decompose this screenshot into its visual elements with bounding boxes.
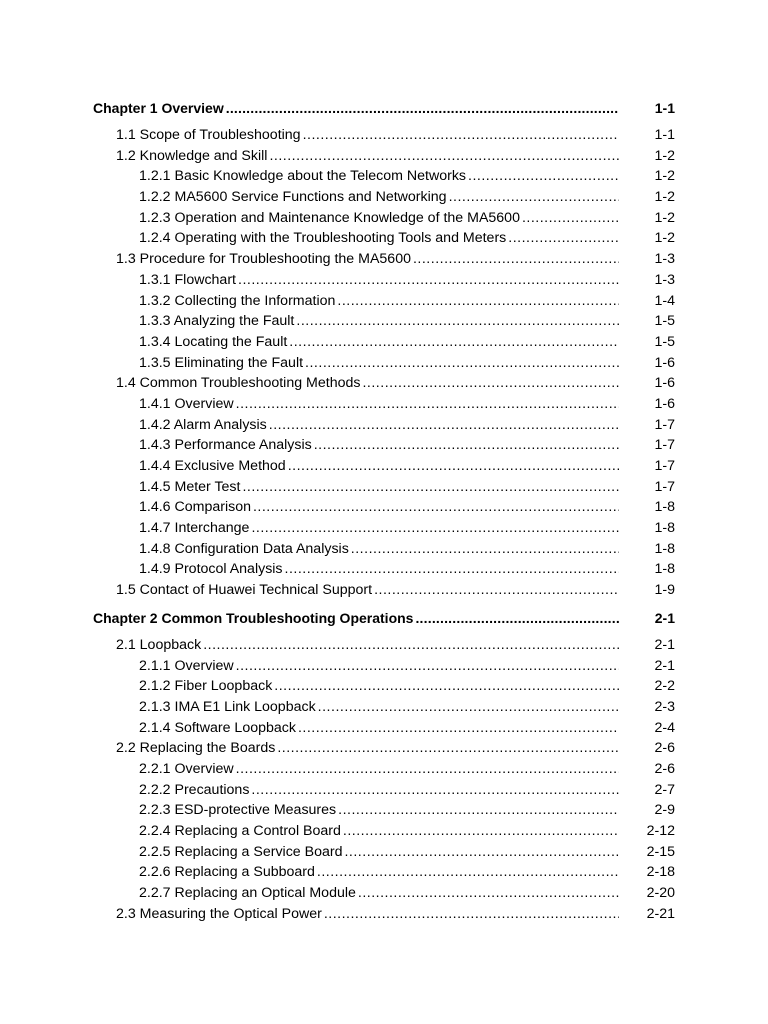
- dot-leader: [351, 539, 619, 560]
- toc-entry-title: 1.4.2 Alarm Analysis: [139, 416, 267, 433]
- dot-leader: [289, 332, 619, 353]
- toc-entry-title: 1.2.4 Operating with the Troubleshooting Tools and Meters: [139, 230, 507, 247]
- toc-subsection-entry[interactable]: [93, 270, 675, 291]
- toc-entry-title: 2.1.2 Fiber Loopback: [139, 678, 273, 695]
- dot-leader: [269, 146, 619, 167]
- toc-subsection-entry[interactable]: [93, 497, 675, 518]
- dot-leader: [288, 456, 619, 477]
- toc-entry-page-number: 2-4: [654, 719, 675, 736]
- toc-entry-page-number: 1-1: [654, 100, 675, 116]
- dot-leader: [314, 435, 619, 456]
- toc-entry-page-number: 1-7: [654, 458, 675, 474]
- toc-entry-page-number: 1-5: [654, 333, 675, 350]
- toc-entry-title: 1.1 Scope of Troubleshooting: [116, 127, 301, 143]
- toc-entry-title: 1.3.5 Eliminating the Fault: [139, 354, 304, 371]
- toc-subsection-entry[interactable]: [93, 208, 675, 229]
- toc-entry-page-number: 2-6: [654, 740, 675, 757]
- toc-entry-page-number: 2-2: [654, 678, 675, 695]
- toc-subsection-entry[interactable]: [93, 435, 675, 456]
- toc-subsection-entry[interactable]: [93, 800, 675, 821]
- toc-entry-page-number: 2-6: [654, 760, 675, 777]
- toc-entry-page-number: 1-7: [654, 416, 675, 433]
- toc-entry-page-number: 1-8: [654, 520, 675, 537]
- dot-leader: [324, 904, 619, 925]
- toc-subsection-entry[interactable]: [93, 353, 675, 374]
- toc-subsection-entry[interactable]: [93, 477, 675, 498]
- toc-entry-page-number: 1-3: [654, 251, 675, 268]
- toc-entry-title: 1.4.7 Interchange: [139, 520, 250, 537]
- dot-leader: [449, 187, 619, 208]
- toc-chapter-entry[interactable]: [93, 98, 675, 119]
- dot-leader: [415, 608, 619, 629]
- toc-subsection-entry[interactable]: [93, 676, 675, 697]
- dot-leader: [303, 125, 619, 146]
- toc-subsection-entry[interactable]: [93, 228, 675, 249]
- toc-entry-title: 1.4.1 Overview: [139, 395, 234, 412]
- dot-leader: [344, 842, 619, 863]
- toc-subsection-entry[interactable]: [93, 415, 675, 436]
- dot-leader: [318, 697, 619, 718]
- dot-leader: [317, 862, 619, 883]
- dot-leader: [253, 497, 619, 518]
- toc-entry-title: 1.4.9 Protocol Analysis: [139, 561, 283, 578]
- toc-entry-page-number: 1-8: [654, 561, 675, 578]
- toc-subsection-entry[interactable]: [93, 311, 675, 332]
- toc-entry-title: 1.2.2 MA5600 Service Functions and Networking: [139, 189, 447, 206]
- toc-entry-page-number: 2-1: [654, 657, 675, 674]
- toc-entry-page-number: 2-21: [646, 905, 675, 922]
- toc-entry-title: 1.3.3 Analyzing the Fault: [139, 313, 295, 330]
- toc-entry-title: 2.2.2 Precautions: [139, 781, 250, 798]
- dot-leader: [338, 800, 619, 821]
- toc-entry-page-number: 1-7: [654, 437, 675, 454]
- dot-leader: [413, 249, 619, 270]
- toc-entry-title: 2.2.1 Overview: [139, 760, 234, 777]
- toc-entry-title: 2.1.1 Overview: [139, 657, 234, 674]
- toc-entry-page-number: 1-6: [654, 395, 675, 412]
- dot-leader: [238, 270, 619, 291]
- toc-entry-page-number: 2-12: [646, 823, 675, 839]
- toc-entry-title: 1.4 Common Troubleshooting Methods: [116, 375, 361, 392]
- toc-entry-page-number: 1-5: [654, 313, 675, 330]
- dot-leader: [374, 580, 619, 601]
- toc-subsection-entry[interactable]: [93, 394, 675, 415]
- toc-entry-title: 2.2.4 Replacing a Control Board: [139, 823, 341, 839]
- toc-entry-title: 2.2 Replacing the Boards: [116, 740, 276, 757]
- toc-section-entry[interactable]: [93, 249, 675, 270]
- toc-entry-page-number: 1-6: [654, 354, 675, 371]
- toc-section-entry[interactable]: [93, 580, 675, 601]
- toc-entry-page-number: 1-2: [654, 168, 675, 185]
- toc-entry-title: 1.2 Knowledge and Skill: [116, 147, 268, 164]
- dot-leader: [522, 208, 619, 229]
- toc-subsection-entry[interactable]: [93, 821, 675, 842]
- dot-leader: [362, 373, 619, 394]
- toc-entry-title: 1.5 Contact of Huawei Technical Support: [116, 582, 373, 599]
- toc-entry-page-number: 1-9: [654, 582, 675, 599]
- toc-entry-page-number: 1-4: [654, 292, 675, 309]
- toc-subsection-entry[interactable]: [93, 559, 675, 580]
- toc-entry-title: 2.1 Loopback: [116, 636, 202, 653]
- toc-entry-page-number: 2-15: [646, 843, 675, 860]
- dot-leader: [251, 780, 619, 801]
- dot-leader: [508, 228, 619, 249]
- toc-entry-title: 1.3.1 Flowchart: [139, 271, 236, 288]
- dot-leader: [251, 518, 619, 539]
- toc-entry-page-number: 1-2: [654, 209, 675, 226]
- toc-entry-page-number: 2-1: [654, 636, 675, 653]
- toc-entry-page-number: 2-20: [646, 885, 675, 902]
- dot-leader: [226, 98, 619, 119]
- toc-entry-page-number: 1-2: [654, 189, 675, 206]
- toc-entry-title: 1.2.3 Operation and Maintenance Knowledge of the MA5600: [139, 209, 520, 226]
- dot-leader: [236, 759, 619, 780]
- toc-entry-page-number: 2-7: [654, 781, 675, 798]
- toc-subsection-entry[interactable]: [93, 883, 675, 904]
- dot-leader: [269, 415, 619, 436]
- toc-entry-page-number: 1-3: [654, 271, 675, 288]
- toc-entry-title: 1.4.6 Comparison: [139, 499, 251, 516]
- toc-entry-page-number: 2-3: [654, 698, 675, 715]
- toc-entry-title: 1.4.8 Configuration Data Analysis: [139, 540, 349, 557]
- dot-leader: [298, 718, 619, 739]
- toc-entry-title: 2.2.3 ESD-protective Measures: [139, 802, 337, 819]
- dot-leader: [337, 291, 619, 312]
- toc-entry-page-number: 1-2: [654, 230, 675, 247]
- toc-entry-page-number: 1-1: [654, 127, 675, 143]
- toc-entry-title: Chapter 2 Common Troubleshooting Operations: [93, 609, 414, 626]
- toc-subsection-entry[interactable]: [93, 332, 675, 353]
- toc-subsection-entry[interactable]: [93, 456, 675, 477]
- dot-leader: [343, 821, 619, 842]
- toc-subsection-entry[interactable]: [93, 697, 675, 718]
- toc-subsection-entry[interactable]: [93, 718, 675, 739]
- toc-entry-title: 1.4.4 Exclusive Method: [139, 458, 286, 474]
- toc-section-entry[interactable]: [93, 738, 675, 759]
- toc-entry-title: 2.2.7 Replacing an Optical Module: [139, 885, 356, 902]
- toc-subsection-entry[interactable]: [93, 842, 675, 863]
- dot-leader: [236, 656, 619, 677]
- toc-entry-title: 1.4.5 Meter Test: [139, 478, 241, 495]
- toc-subsection-entry[interactable]: [93, 780, 675, 801]
- toc-entry-page-number: 2-9: [654, 802, 675, 819]
- toc-subsection-entry[interactable]: [93, 518, 675, 539]
- toc-entry-page-number: 2-18: [646, 864, 675, 881]
- toc-entry-title: 1.3.2 Collecting the Information: [139, 292, 336, 309]
- toc-entry-page-number: 1-2: [654, 147, 675, 164]
- dot-leader: [274, 676, 619, 697]
- dot-leader: [296, 311, 619, 332]
- toc-section-entry[interactable]: [93, 125, 675, 146]
- toc-subsection-entry[interactable]: [93, 539, 675, 560]
- toc-subsection-entry[interactable]: [93, 656, 675, 677]
- toc-subsection-entry[interactable]: [93, 187, 675, 208]
- toc-entry-title: 1.4.3 Performance Analysis: [139, 437, 312, 454]
- toc-entry-title: 2.3 Measuring the Optical Power: [116, 905, 322, 922]
- dot-leader: [358, 883, 619, 904]
- toc-entry-title: 1.3 Procedure for Troubleshooting the MA5600: [116, 251, 411, 268]
- toc-subsection-entry[interactable]: [93, 759, 675, 780]
- toc-entry-page-number: 2-1: [654, 609, 675, 626]
- toc-chapter-entry[interactable]: [93, 608, 675, 629]
- toc-entry-title: 2.1.4 Software Loopback: [139, 719, 296, 736]
- toc-entry-title: 2.2.6 Replacing a Subboard: [139, 864, 315, 881]
- toc-entry-page-number: 1-8: [654, 540, 675, 557]
- dot-leader: [305, 353, 619, 374]
- toc-entry-page-number: 1-6: [654, 375, 675, 392]
- dot-leader: [277, 738, 619, 759]
- toc-section-entry[interactable]: [93, 146, 675, 167]
- toc-entry-title: 2.1.3 IMA E1 Link Loopback: [139, 698, 316, 715]
- toc-entry-title: 1.3.4 Locating the Fault: [139, 333, 288, 350]
- toc-section-entry[interactable]: [93, 373, 675, 394]
- toc-subsection-entry[interactable]: [93, 862, 675, 883]
- dot-leader: [468, 166, 619, 187]
- dot-leader: [236, 394, 619, 415]
- dot-leader: [242, 477, 619, 498]
- table-of-contents: [93, 98, 675, 924]
- toc-section-entry[interactable]: [93, 635, 675, 656]
- toc-subsection-entry[interactable]: [93, 291, 675, 312]
- toc-entry-page-number: 1-7: [654, 478, 675, 495]
- dot-leader: [203, 635, 619, 656]
- toc-entry-title: Chapter 1 Overview: [93, 100, 224, 116]
- toc-entry-title: 1.2.1 Basic Knowledge about the Telecom Networks: [139, 168, 467, 185]
- toc-subsection-entry[interactable]: [93, 166, 675, 187]
- dot-leader: [285, 559, 619, 580]
- toc-section-entry[interactable]: [93, 904, 675, 925]
- toc-entry-title: 2.2.5 Replacing a Service Board: [139, 843, 343, 860]
- toc-entry-page-number: 1-8: [654, 499, 675, 516]
